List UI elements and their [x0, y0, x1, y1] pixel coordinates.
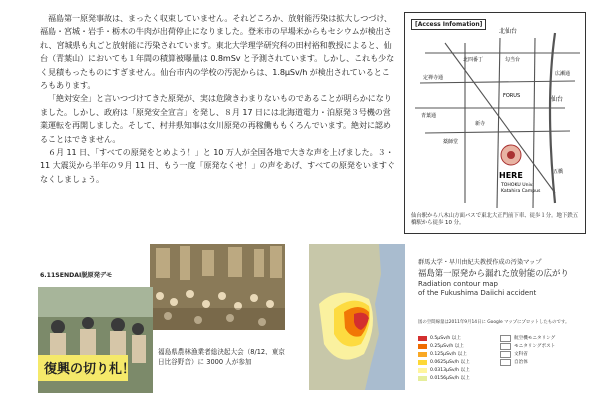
map-label-nakasugi: 広瀬通 [555, 71, 571, 77]
demo-photo-label: 6.11SENDAI脱原発デモ [40, 272, 113, 279]
demo-sign-text: 復興の切り札！ [44, 362, 136, 377]
map-label-sendai: 仙台 [551, 96, 564, 103]
legend-item: 0.0313μSv/h 以上 [418, 366, 518, 374]
demo-photo [38, 287, 153, 393]
map-label-kotodai: 勾当台 [505, 57, 521, 63]
access-map-caption: 仙台駅から八木山方面バスで東北大正門前下車、徒歩１分。地下鉄五橋駅から徒歩 10 分。 [411, 213, 579, 226]
legend-item: 0.125μSv/h 以上 [418, 350, 518, 358]
access-map-title: [Access Infomation] [411, 19, 486, 30]
radiation-legend-sources [500, 334, 590, 366]
legend-source-item: 文科省 [500, 350, 590, 358]
access-map-drawing [405, 13, 585, 233]
access-map [404, 12, 586, 234]
legend-source-item: 航空機モニタリング [500, 334, 590, 342]
legend-source-item: モニタリングポスト [500, 342, 590, 350]
legend-item: 0.0156μSv/h 以上 [418, 374, 518, 382]
radiation-map-credit: 群馬大学・早川由紀夫教授作成の汚染マップ [418, 259, 542, 266]
radiation-map-note: 図の空間線量は2011年9月14日に Google マップにプロットしたものです。 [418, 320, 570, 325]
map-label-aobadori: 青葉通 [421, 113, 437, 119]
map-label-yakushido: 薬師堂 [443, 139, 459, 145]
map-label-forus: FORUS [503, 93, 521, 99]
radiation-map-title-en-2: of the Fukushima Daiichi accident [418, 289, 537, 297]
rally-photo [150, 244, 285, 330]
map-label-here: HERE [499, 171, 523, 180]
rally-photo-caption: 福島県農林漁業者総決起大会（8/12、東京日比谷野音）に 3000 人が参加 [158, 348, 285, 366]
map-label-jozenji: 定禅寺通 [423, 75, 444, 81]
legend-source-item: 自治体 [500, 358, 590, 366]
map-label-north-sendai: 北仙台 [499, 28, 518, 35]
radiation-map-title-en-1: Radiation contour map [418, 280, 498, 288]
paragraph-3: ６月 11 日、「すべての原発をとめよう！」と 10 万人が全国各地で大きな声を上げました。３・11 大震災から半年の９月 11 日、もう一度「原発なくせ！」の声をあげ、すべての原発をいますぐなくしましょう。 [40, 147, 395, 184]
map-label-arai: 新寺 [475, 121, 486, 127]
article-body [40, 12, 396, 186]
paragraph-1: 福島第一原発事故は、まったく収束していません。それどころか、放射能汚染は拡大しつづけ、福島・宮城・岩手・栃木の牛肉が出荷停止になりました。登米市の早場米からもセシウムが検出され、宮城県も丸ごと放射能に汚染されています。東北大学理学研究科の田村裕和教授によると、仙台（青葉山）においても１年間の積算被曝量は 0.8mSv と予測されています。しかし、これも少なく見積もったものにすぎません。仙台市内の学校の汚泥からは、1.8μSv/h が検出されているところもあります。 [40, 13, 395, 91]
legend-item: 0.5μSv/h 以上 [418, 334, 518, 342]
paragraph-2: 「絶対安全」と言いつづけてきた原発が、実は危険きわまりないものであることが明らかになりました。しかし、政府は「原発安全宣言」を発し、８月 17 日には北海道電力・泊原発３号機の営業運転を再開しました。そして、村井県知事は女川原発の再稼働ももくろんでいます。絶対に認めることはできません。 [40, 93, 392, 144]
map-label-kitayobancho: 北四番丁 [463, 57, 484, 63]
radiation-map-title: 福島第一原発から漏れた放射能の広がり [418, 268, 569, 278]
map-label-here-univ: TOHOKU Univ. [501, 183, 534, 188]
legend-item: 0.25μSv/h 以上 [418, 342, 518, 350]
radiation-map-image [309, 244, 405, 390]
map-label-gochome: 五橋 [553, 169, 564, 175]
legend-item: 0.0625μSv/h 以上 [418, 358, 518, 366]
map-label-here-campus: Katahira Campus [501, 189, 541, 194]
radiation-map-title-en [418, 280, 536, 298]
